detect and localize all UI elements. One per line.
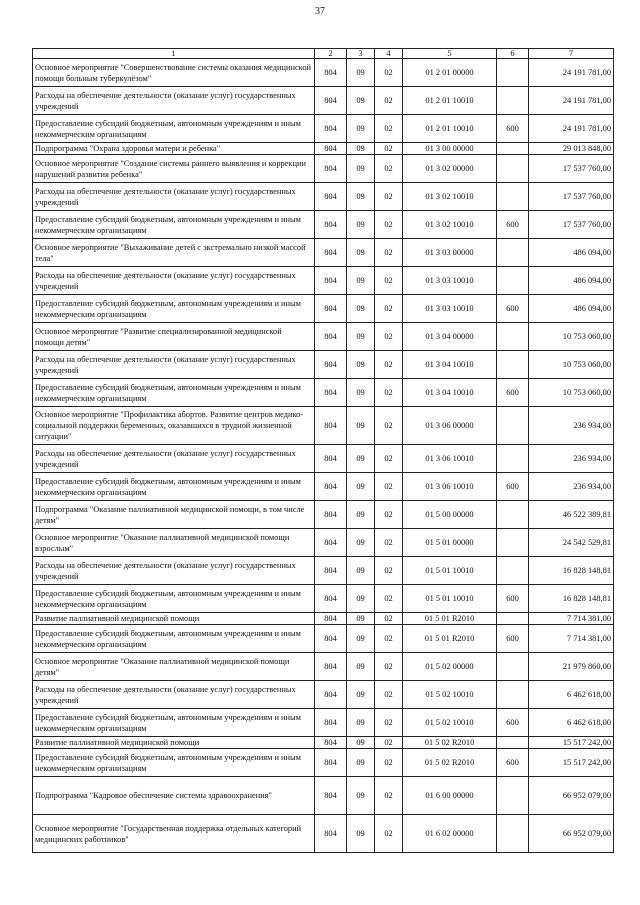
row-col-3: 09 <box>347 557 375 585</box>
page-number: 37 <box>315 6 325 17</box>
table-row <box>33 379 614 407</box>
row-col-4: 02 <box>375 473 403 501</box>
table-row <box>33 709 614 737</box>
header-row <box>33 49 614 59</box>
row-col-6 <box>497 351 529 379</box>
row-col-5: 01 5 02 10010 <box>403 681 497 709</box>
row-col-4: 02 <box>375 749 403 777</box>
row-col-6 <box>497 323 529 351</box>
table-row <box>33 59 614 87</box>
header-col-4: 4 <box>375 49 403 59</box>
row-amount: 7 714 381,00 <box>529 625 614 653</box>
table-row <box>33 407 614 445</box>
row-col-2: 804 <box>315 473 347 501</box>
row-col-5: 01 5 00 00000 <box>403 501 497 529</box>
row-col-3: 09 <box>347 501 375 529</box>
row-col-5: 01 3 04 00000 <box>403 323 497 351</box>
row-col-6 <box>497 183 529 211</box>
row-name: Основное мероприятие "Оказание паллиативной медицинской помощи взрослым" <box>33 529 315 557</box>
row-col-5: 01 5 02 00000 <box>403 653 497 681</box>
row-name: Предоставление субсидий бюджетным, автономным учреждениям и иным некоммерческим организациям <box>33 211 315 239</box>
table-row <box>33 267 614 295</box>
table-row <box>33 777 614 815</box>
row-amount: 17 537 760,00 <box>529 155 614 183</box>
table-row <box>33 351 614 379</box>
table-row <box>33 155 614 183</box>
row-col-6 <box>497 557 529 585</box>
row-col-4: 02 <box>375 777 403 815</box>
row-col-3: 09 <box>347 155 375 183</box>
row-col-2: 804 <box>315 625 347 653</box>
row-col-4: 02 <box>375 323 403 351</box>
row-col-3: 09 <box>347 585 375 613</box>
row-name: Предоставление субсидий бюджетным, автономным учреждениям и иным некоммерческим организациям <box>33 709 315 737</box>
row-name: Подпрограмма "Оказание паллиативной медицинской помощи, в том числе детям" <box>33 501 315 529</box>
row-amount: 7 714 381,00 <box>529 613 614 625</box>
row-name: Подпрограмма "Охрана здоровья матери и ребенка" <box>33 143 315 155</box>
row-amount: 24 542 529,81 <box>529 529 614 557</box>
row-col-5: 01 5 02 10010 <box>403 709 497 737</box>
row-col-5: 01 5 01 00000 <box>403 529 497 557</box>
table-row <box>33 681 614 709</box>
row-col-6 <box>497 267 529 295</box>
row-name: Основное мероприятие "Создание системы раннего выявления и коррекции нарушений развития ребенка" <box>33 155 315 183</box>
row-col-6 <box>497 59 529 87</box>
table-row <box>33 295 614 323</box>
row-name: Расходы на обеспечение деятельности (оказание услуг) государственных учреждений <box>33 557 315 585</box>
row-col-2: 804 <box>315 211 347 239</box>
header-col-1: 1 <box>33 49 315 59</box>
row-name: Предоставление субсидий бюджетным, автономным учреждениям и иным некоммерческим организациям <box>33 115 315 143</box>
row-name: Основное мероприятие "Государственная поддержка отдельных категорий медицинских работников" <box>33 815 315 853</box>
row-amount: 6 462 618,00 <box>529 681 614 709</box>
row-col-5: 01 2 01 00000 <box>403 59 497 87</box>
table-row <box>33 625 614 653</box>
row-col-2: 804 <box>315 749 347 777</box>
row-amount: 29 013 848,00 <box>529 143 614 155</box>
row-name: Предоставление субсидий бюджетным, автономным учреждениям и иным некоммерческим организациям <box>33 749 315 777</box>
row-name: Развитие паллиативной медицинской помощи <box>33 613 315 625</box>
row-col-2: 804 <box>315 155 347 183</box>
row-col-2: 804 <box>315 737 347 749</box>
row-amount: 10 753 060,00 <box>529 379 614 407</box>
row-name: Расходы на обеспечение деятельности (оказание услуг) государственных учреждений <box>33 267 315 295</box>
row-name: Подпрограмма "Кадровое обеспечение системы здравоохранения" <box>33 777 315 815</box>
row-col-2: 804 <box>315 815 347 853</box>
header-col-6: 6 <box>497 49 529 59</box>
row-amount: 16 828 148,81 <box>529 585 614 613</box>
row-amount: 10 753 060,00 <box>529 351 614 379</box>
row-col-2: 804 <box>315 239 347 267</box>
table-row <box>33 529 614 557</box>
row-col-2: 804 <box>315 351 347 379</box>
row-col-4: 02 <box>375 267 403 295</box>
row-col-3: 09 <box>347 211 375 239</box>
row-col-5: 01 3 02 10010 <box>403 211 497 239</box>
row-col-4: 02 <box>375 625 403 653</box>
row-col-6: 600 <box>497 211 529 239</box>
row-col-2: 804 <box>315 681 347 709</box>
row-col-5: 01 5 01 10010 <box>403 585 497 613</box>
row-name: Основное мероприятие "Выхаживание детей с экстремально низкой массой тела" <box>33 239 315 267</box>
row-col-3: 09 <box>347 777 375 815</box>
table-row <box>33 183 614 211</box>
row-col-3: 09 <box>347 407 375 445</box>
header-col-3: 3 <box>347 49 375 59</box>
row-col-5: 01 6 02 00000 <box>403 815 497 853</box>
row-col-6 <box>497 501 529 529</box>
row-col-2: 804 <box>315 653 347 681</box>
row-col-6: 600 <box>497 749 529 777</box>
table-row <box>33 653 614 681</box>
table-row <box>33 87 614 115</box>
row-col-5: 01 5 02 R2010 <box>403 749 497 777</box>
row-col-2: 804 <box>315 777 347 815</box>
row-amount: 17 537 760,00 <box>529 211 614 239</box>
table-row <box>33 143 614 155</box>
row-name: Расходы на обеспечение деятельности (оказание услуг) государственных учреждений <box>33 87 315 115</box>
row-col-2: 804 <box>315 295 347 323</box>
row-col-2: 804 <box>315 407 347 445</box>
row-col-3: 09 <box>347 183 375 211</box>
row-col-4: 02 <box>375 653 403 681</box>
row-col-4: 02 <box>375 709 403 737</box>
row-name: Предоставление субсидий бюджетным, автономным учреждениям и иным некоммерческим организациям <box>33 379 315 407</box>
row-col-3: 09 <box>347 351 375 379</box>
row-amount: 236 934,00 <box>529 473 614 501</box>
row-col-4: 02 <box>375 155 403 183</box>
row-col-4: 02 <box>375 379 403 407</box>
row-col-3: 09 <box>347 267 375 295</box>
row-col-4: 02 <box>375 295 403 323</box>
row-amount: 486 094,00 <box>529 239 614 267</box>
row-col-2: 804 <box>315 183 347 211</box>
row-amount: 66 952 079,00 <box>529 777 614 815</box>
row-col-5: 01 3 00 00000 <box>403 143 497 155</box>
row-col-3: 09 <box>347 815 375 853</box>
row-col-6 <box>497 529 529 557</box>
row-name: Предоставление субсидий бюджетным, автономным учреждениям и иным некоммерческим организациям <box>33 585 315 613</box>
row-col-4: 02 <box>375 407 403 445</box>
row-col-3: 09 <box>347 295 375 323</box>
row-col-3: 09 <box>347 473 375 501</box>
row-col-5: 01 3 06 10010 <box>403 445 497 473</box>
row-col-5: 01 3 02 00000 <box>403 155 497 183</box>
row-amount: 15 517 242,00 <box>529 737 614 749</box>
table-body <box>33 59 614 853</box>
table-row <box>33 211 614 239</box>
row-col-2: 804 <box>315 379 347 407</box>
row-amount: 15 517 242,00 <box>529 749 614 777</box>
table-row <box>33 501 614 529</box>
row-name: Расходы на обеспечение деятельности (оказание услуг) государственных учреждений <box>33 183 315 211</box>
row-col-5: 01 2 01 10010 <box>403 87 497 115</box>
table-row <box>33 585 614 613</box>
row-col-4: 02 <box>375 87 403 115</box>
table-row <box>33 749 614 777</box>
row-amount: 236 934,00 <box>529 445 614 473</box>
row-col-6 <box>497 777 529 815</box>
row-col-6 <box>497 815 529 853</box>
row-col-5: 01 3 03 00000 <box>403 239 497 267</box>
row-amount: 236 934,00 <box>529 407 614 445</box>
row-col-3: 09 <box>347 681 375 709</box>
row-col-5: 01 3 03 10010 <box>403 267 497 295</box>
row-col-4: 02 <box>375 239 403 267</box>
row-col-6 <box>497 445 529 473</box>
row-col-5: 01 6 00 00000 <box>403 777 497 815</box>
row-col-3: 09 <box>347 87 375 115</box>
row-col-3: 09 <box>347 625 375 653</box>
row-col-2: 804 <box>315 501 347 529</box>
row-amount: 24 191 781,00 <box>529 115 614 143</box>
row-name: Расходы на обеспечение деятельности (оказание услуг) государственных учреждений <box>33 351 315 379</box>
row-col-3: 09 <box>347 529 375 557</box>
row-col-5: 01 3 06 00000 <box>403 407 497 445</box>
row-col-6 <box>497 155 529 183</box>
row-col-3: 09 <box>347 749 375 777</box>
row-col-6: 600 <box>497 379 529 407</box>
row-col-5: 01 2 01 10010 <box>403 115 497 143</box>
header-col-7: 7 <box>529 49 614 59</box>
row-col-5: 01 5 01 R2010 <box>403 625 497 653</box>
row-col-4: 02 <box>375 211 403 239</box>
row-col-5: 01 3 04 10010 <box>403 351 497 379</box>
row-name: Основное мероприятие "Развитие специализированной медицинской помощи детям" <box>33 323 315 351</box>
row-name: Основное мероприятие "Совершенствование системы оказания медицинской помощи больным туберкулёзом" <box>33 59 315 87</box>
row-col-3: 09 <box>347 143 375 155</box>
row-col-4: 02 <box>375 557 403 585</box>
row-col-2: 804 <box>315 585 347 613</box>
row-col-3: 09 <box>347 323 375 351</box>
row-amount: 16 828 148,81 <box>529 557 614 585</box>
row-col-2: 804 <box>315 709 347 737</box>
row-amount: 486 094,00 <box>529 267 614 295</box>
row-col-2: 804 <box>315 323 347 351</box>
row-col-4: 02 <box>375 815 403 853</box>
row-col-2: 804 <box>315 613 347 625</box>
row-col-6: 600 <box>497 115 529 143</box>
row-amount: 21 979 860,00 <box>529 653 614 681</box>
row-col-2: 804 <box>315 59 347 87</box>
row-col-3: 09 <box>347 239 375 267</box>
row-col-3: 09 <box>347 379 375 407</box>
row-col-4: 02 <box>375 585 403 613</box>
row-col-2: 804 <box>315 87 347 115</box>
table-row <box>33 239 614 267</box>
row-col-6 <box>497 87 529 115</box>
row-col-6 <box>497 681 529 709</box>
row-col-3: 09 <box>347 445 375 473</box>
row-col-5: 01 5 01 R2010 <box>403 613 497 625</box>
row-name: Предоставление субсидий бюджетным, автономным учреждениям и иным некоммерческим организациям <box>33 625 315 653</box>
row-name: Предоставление субсидий бюджетным, автономным учреждениям и иным некоммерческим организациям <box>33 295 315 323</box>
row-amount: 17 537 760,00 <box>529 183 614 211</box>
row-amount: 24 191 781,00 <box>529 59 614 87</box>
row-name: Расходы на обеспечение деятельности (оказание услуг) государственных учреждений <box>33 681 315 709</box>
row-name: Основное мероприятие "Профилактика абортов. Развитие центров медико-социальной поддержки беременных, оказавшихся в трудной жизненной ситуации" <box>33 407 315 445</box>
table-row <box>33 323 614 351</box>
row-col-5: 01 5 01 10010 <box>403 557 497 585</box>
row-col-4: 02 <box>375 183 403 211</box>
row-col-6: 600 <box>497 295 529 323</box>
row-col-5: 01 3 06 10010 <box>403 473 497 501</box>
row-amount: 66 952 079,00 <box>529 815 614 853</box>
row-col-5: 01 3 03 10010 <box>403 295 497 323</box>
row-col-2: 804 <box>315 445 347 473</box>
row-col-4: 02 <box>375 529 403 557</box>
row-amount: 46 522 389,81 <box>529 501 614 529</box>
row-col-5: 01 5 02 R2010 <box>403 737 497 749</box>
row-col-4: 02 <box>375 613 403 625</box>
row-col-3: 09 <box>347 115 375 143</box>
table-row <box>33 557 614 585</box>
table-row <box>33 445 614 473</box>
row-col-6: 600 <box>497 625 529 653</box>
row-col-4: 02 <box>375 737 403 749</box>
row-col-4: 02 <box>375 115 403 143</box>
row-col-6 <box>497 239 529 267</box>
table-row <box>33 115 614 143</box>
row-col-2: 804 <box>315 557 347 585</box>
row-col-6 <box>497 407 529 445</box>
row-col-3: 09 <box>347 613 375 625</box>
row-col-6 <box>497 143 529 155</box>
row-col-4: 02 <box>375 59 403 87</box>
row-col-6 <box>497 737 529 749</box>
row-col-2: 804 <box>315 115 347 143</box>
row-col-3: 09 <box>347 709 375 737</box>
row-col-6 <box>497 613 529 625</box>
table-row <box>33 613 614 625</box>
row-name: Предоставление субсидий бюджетным, автономным учреждениям и иным некоммерческим организациям <box>33 473 315 501</box>
row-col-4: 02 <box>375 681 403 709</box>
row-col-6: 600 <box>497 709 529 737</box>
row-col-4: 02 <box>375 501 403 529</box>
budget-table <box>32 48 614 853</box>
row-name: Развитие паллиативной медицинской помощи <box>33 737 315 749</box>
row-col-4: 02 <box>375 445 403 473</box>
row-col-6: 600 <box>497 473 529 501</box>
row-col-5: 01 3 04 10010 <box>403 379 497 407</box>
header-col-5: 5 <box>403 49 497 59</box>
table-row <box>33 473 614 501</box>
header-col-2: 2 <box>315 49 347 59</box>
row-amount: 6 462 618,00 <box>529 709 614 737</box>
row-name: Основное мероприятие "Оказание паллиативной медицинской помощи детям" <box>33 653 315 681</box>
row-col-5: 01 3 02 10010 <box>403 183 497 211</box>
row-col-2: 804 <box>315 143 347 155</box>
row-name: Расходы на обеспечение деятельности (оказание услуг) государственных учреждений <box>33 445 315 473</box>
row-col-2: 804 <box>315 267 347 295</box>
row-col-2: 804 <box>315 529 347 557</box>
row-col-6: 600 <box>497 585 529 613</box>
row-col-4: 02 <box>375 143 403 155</box>
row-col-3: 09 <box>347 59 375 87</box>
table-row <box>33 815 614 853</box>
row-amount: 486 094,00 <box>529 295 614 323</box>
row-amount: 10 753 060,00 <box>529 323 614 351</box>
row-col-6 <box>497 653 529 681</box>
row-amount: 24 191 781,00 <box>529 87 614 115</box>
table-row <box>33 737 614 749</box>
row-col-3: 09 <box>347 737 375 749</box>
row-col-4: 02 <box>375 351 403 379</box>
row-col-3: 09 <box>347 653 375 681</box>
